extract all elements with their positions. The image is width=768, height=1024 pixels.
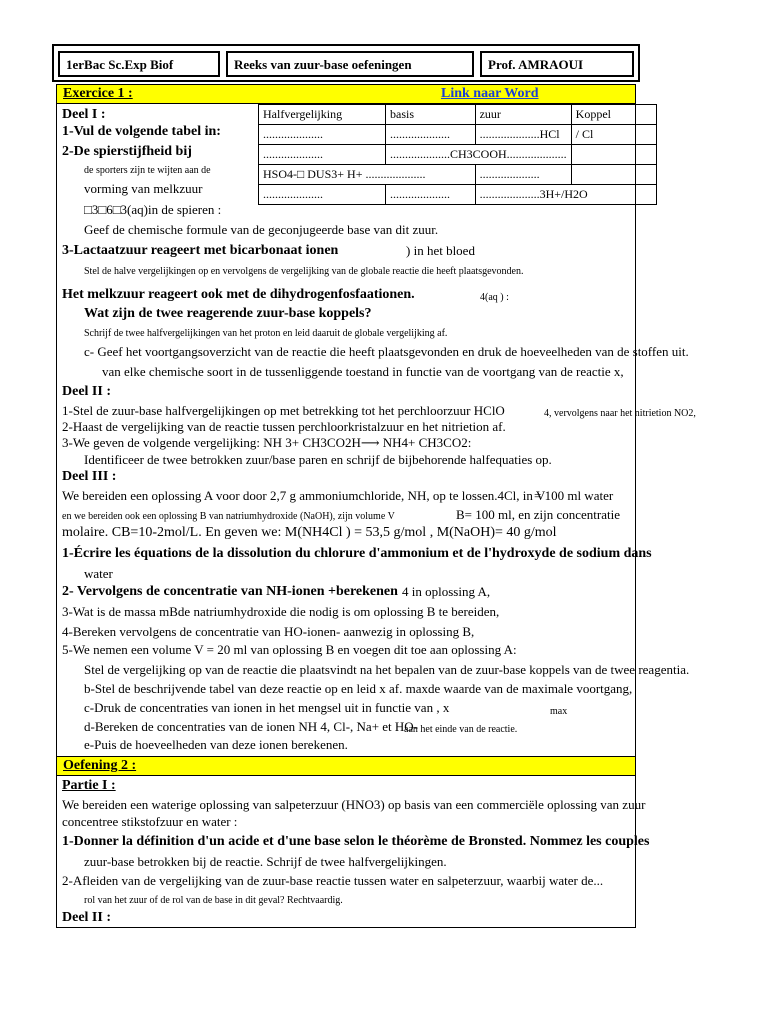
q2a: de sporters zijn te wijten aan de — [84, 165, 211, 176]
table-cell: .................... — [259, 185, 386, 205]
exercise2-title: Oefening 2 : — [63, 758, 137, 773]
d3c: molaire. CB=10-2mol/L. En geven we: M(NH4Cl ) = 53,5 g/mol , M(NaOH)= 40 g/mol — [62, 525, 557, 540]
table-cell: / Cl — [571, 125, 656, 145]
table-cell — [571, 165, 656, 185]
table-header: zuur — [475, 105, 571, 125]
d3a: We bereiden een oplossing A voor door 2,7 g ammoniumchloride, NH, op te lossen.4Cl, in V — [62, 488, 546, 503]
exercise1-title: Exercice 1 : — [63, 86, 133, 101]
table-cell: HSO4-□ DUS3+ H+ .................... — [259, 165, 476, 185]
q4b: 4(aq ) : — [480, 292, 509, 303]
q4: Het melkzuur reageert ook met de dihydrogenfosfaationen. — [62, 287, 415, 302]
d2q3b: Identificeer de twee betrokken zuur/base paren en schrijf de bijbehorende halfequaties op. — [84, 452, 552, 467]
qc2: van elke chemische soort in de tussenliggende toestand in functie van de voortgang van de reactie x, — [102, 364, 624, 379]
table-cell: .................... — [386, 185, 476, 205]
d3b: en we bereiden ook een oplossing B van natriumhydroxide (NaOH), zijn volume V — [62, 511, 395, 522]
d2q1: 1-Stel de zuur-base halfvergelijkingen op met betrekking tot het perchloorzuur HClO — [62, 403, 505, 418]
deel1-heading: Deel I : — [62, 107, 106, 122]
q3: 3-Lactaatzuur reageert met bicarbonaat ionen — [62, 243, 339, 258]
d3q5d2: aan het einde van de reactie. — [404, 724, 518, 735]
q1: 1-Vul de volgende tabel in: — [62, 124, 221, 139]
p1: We bereiden een waterige oplossing van salpeterzuur (HNO3) op basis van een commerciële oplossing van zuur — [62, 797, 646, 812]
table-cell: ....................CH3COOH.................... — [386, 145, 572, 165]
deel3-heading: Deel III : — [62, 469, 117, 484]
table-header: basis — [386, 105, 476, 125]
word-link[interactable]: Link naar Word — [441, 86, 539, 101]
d3q5e: e-Puis de hoeveelheden van deze ionen berekenen. — [84, 737, 348, 752]
table-cell: ....................HCl — [475, 125, 571, 145]
partie1-heading: Partie I : — [62, 778, 116, 793]
ex2-q1: 1-Donner la définition d'un acide et d'une base selon le théorème de Bronsted. Nommez les couples — [62, 834, 650, 849]
d3b2: B= 100 ml, en zijn concentratie — [456, 507, 621, 522]
deel2-heading: Deel II : — [62, 384, 111, 399]
class-label: 1erBac Sc.Exp Biof — [58, 51, 220, 77]
table-cell: .................... — [259, 125, 386, 145]
table-cell — [571, 145, 656, 165]
ex2-q1b: zuur-base betrokken bij de reactie. Schrijf de twee halfvergelijkingen. — [84, 854, 447, 869]
d3q2b: 4 in oplossing A, — [402, 584, 491, 599]
exercise1-header — [57, 84, 635, 104]
qa: Wat zijn de twee reagerende zuur-base koppels? — [84, 306, 372, 321]
p1b: concentree stikstofzuur en water : — [62, 814, 238, 829]
qb: Schrijf de twee halfvergelijkingen van het proton en leid daaruit de globale vergelijking af. — [84, 328, 448, 339]
d3q1: 1-Écrire les équations de la dissolution du chlorure d'ammonium et de l'hydroxyde de sodium dans — [62, 546, 652, 561]
d3q1b: water — [84, 566, 113, 581]
d3q5a: Stel de vergelijking op van de reactie die plaatsvindt na het bepalen van de zuur-base koppels van de twee reagentia. — [84, 662, 690, 677]
q2b: vorming van melkzuur — [84, 181, 203, 196]
author: Prof. AMRAOUI — [480, 51, 634, 77]
series-title: Reeks van zuur-base oefeningen — [226, 51, 474, 77]
d3q2: 2- Vervolgens de concentratie van NH-ionen +berekenen — [62, 584, 398, 599]
table-cell: ....................3H+/H2O — [475, 185, 656, 205]
header-box — [52, 44, 640, 82]
table-cell: .................... — [475, 165, 571, 185]
ex2-q2b: rol van het zuur of de rol van de base in dit geval? Rechtvaardig. — [84, 895, 343, 906]
d3q5: 5-We nemen een volume V = 20 ml van oplossing B en voegen dit toe aan oplossing A: — [62, 642, 517, 657]
d2q2: 2-Haast de vergelijking van de reactie tussen perchloorkristalzuur en het nitrietion af. — [62, 419, 506, 434]
table-cell: .................... — [386, 125, 476, 145]
d2q1b: 4, vervolgens naar het nitrietion NO2, — [544, 408, 696, 419]
half-equation-table — [258, 104, 657, 205]
ex2-q2: 2-Afleiden van de vergelijking van de zuur-base reactie tussen water en salpeterzuur, waarbij water de... — [62, 873, 604, 888]
qc: c- Geef het voortgangsoverzicht van de reactie die heeft plaatsgevonden en druk de hoeveelheden van de stoffen uit. — [84, 344, 689, 359]
q3b: ) in het bloed — [406, 243, 475, 258]
table-header: Halfvergelijking — [259, 105, 386, 125]
d3q5c: c-Druk de concentraties van ionen in het mengsel uit in functie van , x — [84, 700, 450, 715]
d3q5c2: max — [550, 706, 568, 717]
d3q5d: d-Bereken de concentraties van de ionen NH 4, Cl-, Na+ et HO- — [84, 719, 419, 734]
table-header: Koppel — [571, 105, 656, 125]
ex2-deel2-heading: Deel II : — [62, 910, 111, 925]
exercise2-header — [57, 756, 635, 776]
d3q3: 3-Wat is de massa mBde natriumhydroxide die nodig is om oplossing B te bereiden, — [62, 604, 500, 619]
d3q4: 4-Bereken vervolgens de concentratie van HO-ionen- aanwezig in oplossing B, — [62, 624, 475, 639]
d3q5b: b-Stel de beschrijvende tabel van deze reactie op en leid x af. maxde waarde van de maximale voortgang, — [84, 681, 633, 696]
table-cell: .................... — [259, 145, 386, 165]
q2: 2-De spierstijfheid bij — [62, 144, 192, 159]
q2c: □3□6□3(aq)in de spieren : — [84, 202, 222, 217]
q3c: Stel de halve vergelijkingen op en vervolgens de vergelijking van de globale reactie die heeft plaatsgevonden. — [84, 266, 524, 277]
q2d: Geef de chemische formule van de geconjugeerde base van dit zuur. — [84, 222, 439, 237]
d3a2: = 100 ml water — [534, 488, 614, 503]
d2q3: 3-We geven de volgende vergelijking: NH 3+ CH3CO2H⟶ NH4+ CH3CO2: — [62, 435, 472, 450]
